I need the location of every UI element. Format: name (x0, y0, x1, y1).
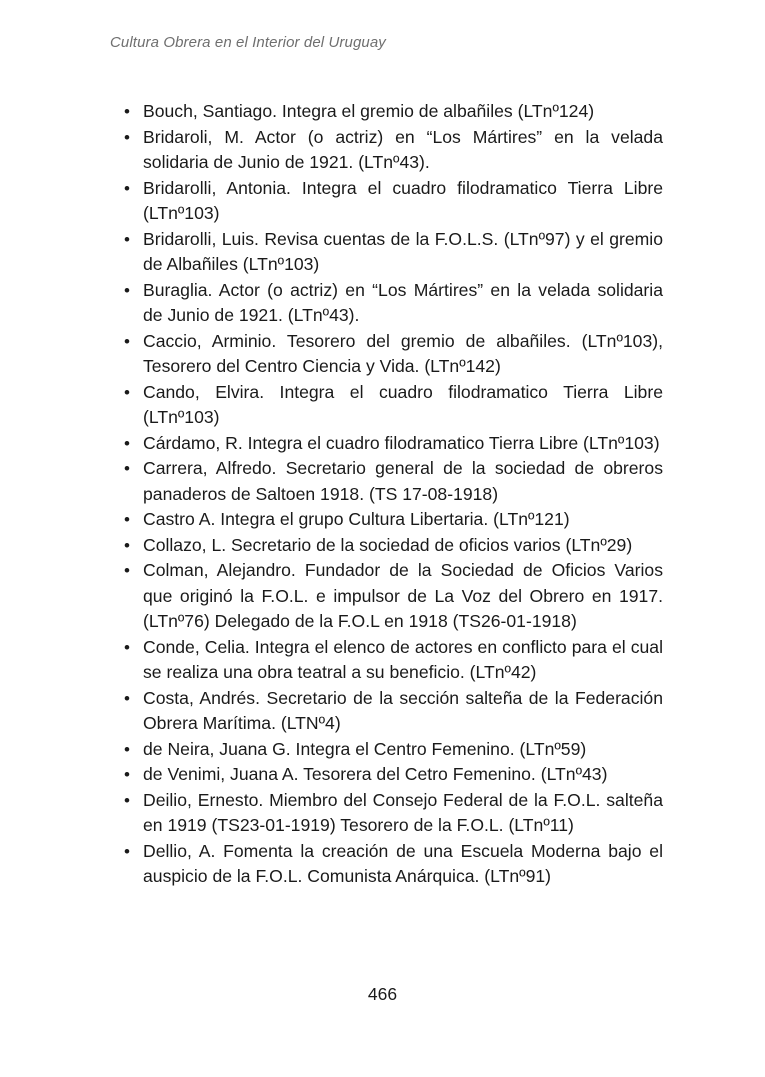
list-item (120, 125, 663, 176)
entry-text: Bridaroli, M. Actor (o actriz) en “Los Mártires” en la velada solidaria de Junio de 1921. (LTnº43). (143, 126, 663, 172)
entry-text: Bridarolli, Antonia. Integra el cuadro filodramatico Tierra Libre (LTnº103) (143, 177, 663, 223)
list-item (120, 176, 663, 227)
bullet-icon: • (124, 765, 130, 784)
entry-text: Cando, Elvira. Integra el cuadro filodramatico Tierra Libre (LTnº103) (143, 381, 663, 427)
list-item (120, 635, 663, 686)
bullet-icon: • (124, 510, 130, 529)
bullet-icon: • (124, 739, 130, 759)
entry-list (120, 99, 663, 890)
entry-text: Bridarolli, Luis. Revisa cuentas de la F.O.L.S. (LTnº97) y el gremio de Albañiles (LTnº103) (143, 228, 663, 274)
list-item (120, 227, 663, 278)
entry-text: Conde, Celia. Integra el elenco de actores en conflicto para el cual se realiza una obra teatral a su beneficio. (LTnº42) (143, 636, 663, 682)
bullet-icon: • (124, 433, 130, 453)
list-item (120, 788, 663, 839)
list-item (120, 278, 663, 329)
bullet-icon: • (124, 280, 130, 300)
bullet-icon: • (124, 127, 130, 147)
entry-text: Bouch, Santiago. Integra el gremio de albañiles (LTnº124) (143, 101, 595, 121)
bullet-icon: • (124, 561, 130, 580)
bullet-icon: • (124, 102, 130, 121)
list-item (120, 839, 663, 890)
bullet-icon: • (124, 229, 130, 249)
entry-text: Buraglia. Actor (o actriz) en “Los Mártires” en la velada solidaria de Junio de 1921. (LTnº43). (143, 279, 663, 325)
list-item (120, 686, 663, 737)
entry-text: Carrera, Alfredo. Secretario general de la sociedad de obreros panaderos de Saltoen 1918. (TS 17-08-1918) (143, 458, 663, 504)
list-item (120, 533, 663, 559)
list-item (120, 99, 663, 125)
entry-text: Castro A. Integra el grupo Cultura Libertaria. (LTnº121) (143, 509, 570, 529)
list-item (120, 507, 663, 533)
bullet-icon: • (124, 688, 130, 708)
bullet-icon: • (124, 841, 130, 861)
list-item (120, 456, 663, 507)
running-header: Cultura Obrera en el Interior del Uruguay (110, 34, 386, 51)
entry-text: de Neira, Juana G. Integra el Centro Femenino. (LTnº59) (143, 738, 587, 759)
entry-text: Caccio, Arminio. Tesorero del gremio de albañiles. (LTnº103), Tesorero del Centro Ciencia y Vida. (LTnº142) (143, 330, 663, 376)
list-item (120, 329, 663, 380)
bullet-icon: • (124, 535, 130, 555)
entry-text: Dellio, A. Fomenta la creación de una Escuela Moderna bajo el auspicio de la F.O.L. Comunista Anárquica. (LTnº91) (143, 840, 663, 886)
entry-text: de Venimi, Juana A. Tesorera del Cetro Femenino. (LTnº43) (143, 764, 608, 784)
entry-text: Costa, Andrés. Secretario de la sección salteña de la Federación Obrera Marítima. (LTNº4) (143, 687, 663, 733)
list-item (120, 737, 663, 763)
list-item (120, 380, 663, 431)
bullet-icon: • (124, 178, 130, 198)
list-item (120, 558, 663, 635)
bullet-icon: • (124, 637, 130, 657)
entry-text: Collazo, L. Secretario de la sociedad de oficios varios (LTnº29) (143, 534, 633, 555)
entry-text: Colman, Alejandro. Fundador de la Sociedad de Oficios Varios que originó la F.O.L. e impulsor de La Voz del Obrero en 1917. (LTnº76) Delegado de la F.O.L en 1918 (TS26-01-1918) (143, 560, 663, 631)
page-number: 466 (367, 984, 398, 1004)
list-item (120, 431, 663, 457)
bullet-icon: • (124, 331, 130, 351)
bullet-icon: • (124, 382, 130, 402)
entry-text: Deilio, Ernesto. Miembro del Consejo Federal de la F.O.L. salteña en 1919 (TS23-01-1919) Tesorero de la F.O.L. (LTnº11) (143, 789, 663, 835)
list-item (120, 762, 663, 788)
bullet-icon: • (124, 459, 130, 478)
entry-text: Cárdamo, R. Integra el cuadro filodramatico Tierra Libre (LTnº103) (143, 432, 660, 453)
bullet-icon: • (124, 790, 130, 810)
